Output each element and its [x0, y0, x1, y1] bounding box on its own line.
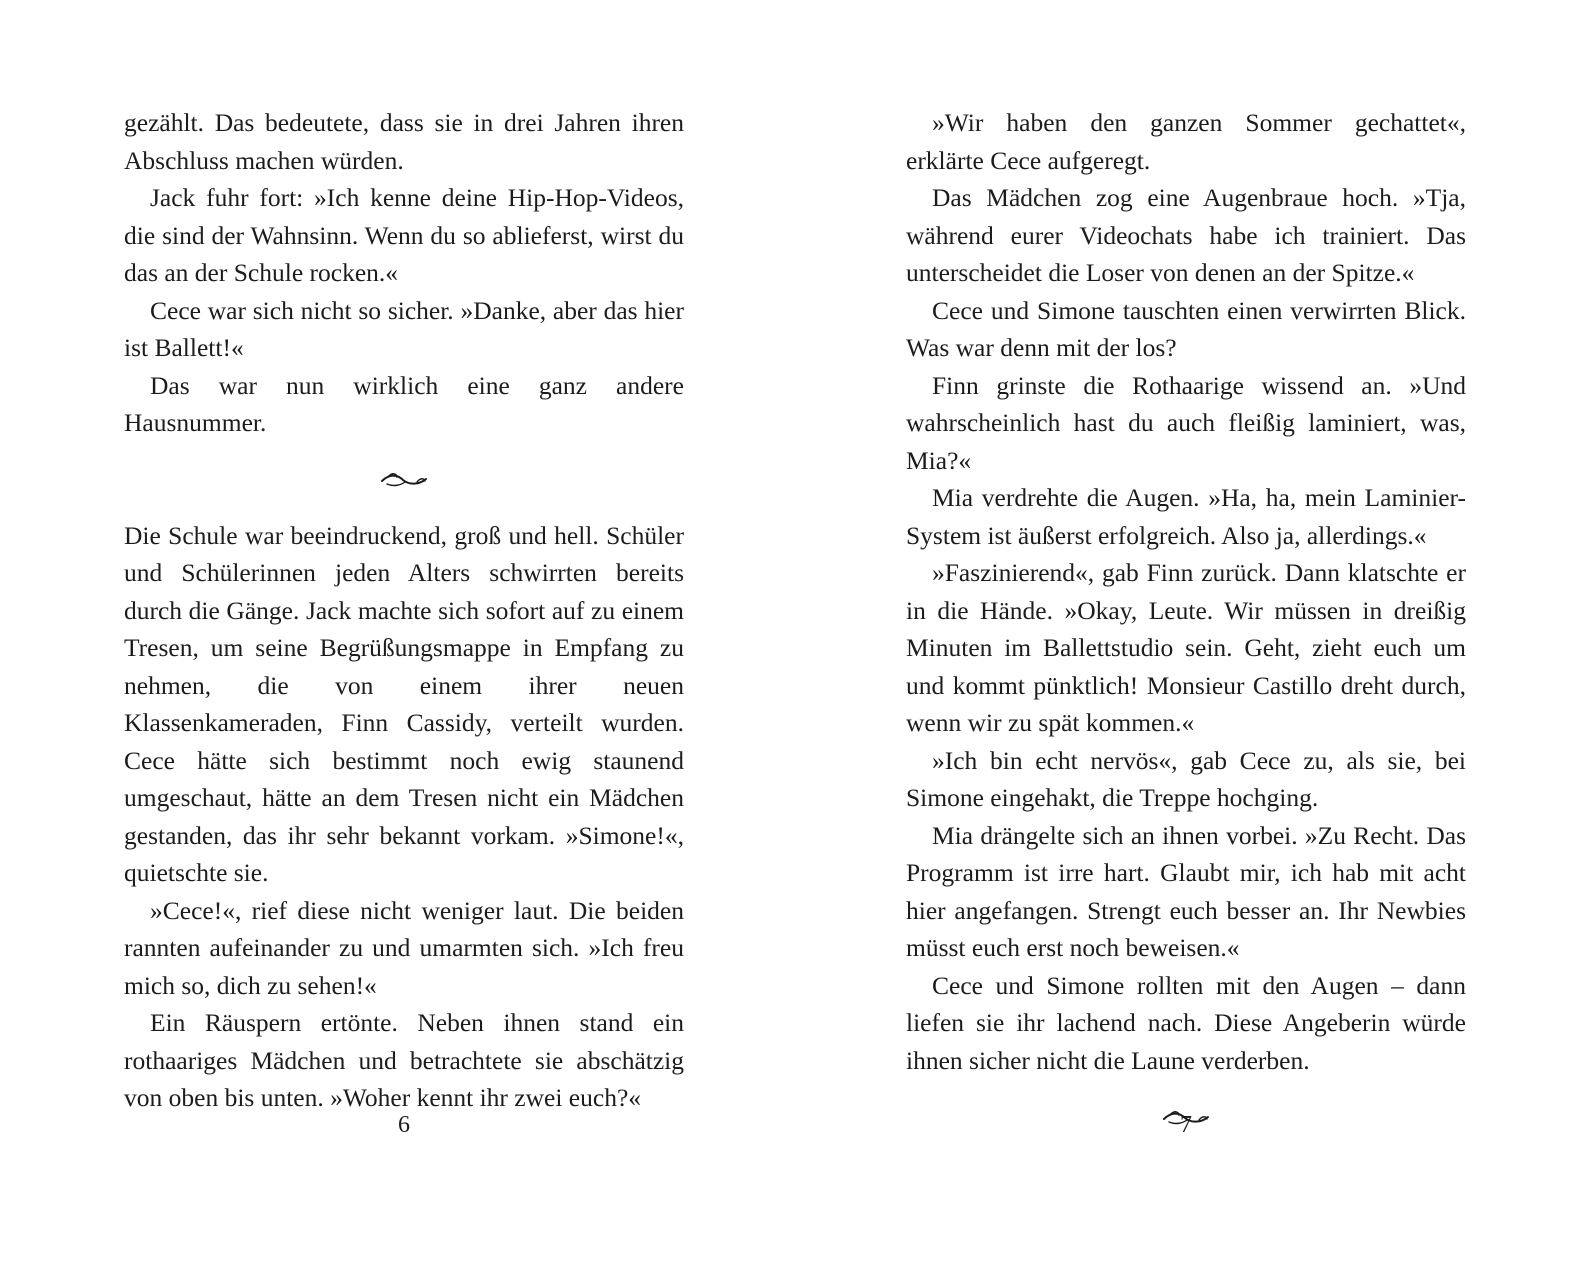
- paragraph: Die Schule war beeindruckend, groß und hell. Schüler und Schülerinnen jeden Alters schwirrten bereits durch die Gänge. Jack machte sich sofort auf zu einem Tresen, um seine Begrüßungsmappe in Empfang zu nehmen, die von einem ihrer neuen Klassenkameraden, Finn Cassidy, verteilt wurden. Cece hätte sich bestimmt noch ewig staunend umgeschaut, hätte an dem Tresen nicht ein Mädchen gestanden, das ihr sehr bekannt vorkam. »Simone!«, quietschte sie.: [124, 520, 684, 887]
- right-page: [906, 0, 1466, 1270]
- paragraph: Cece und Simone tauschten einen verwirrten Blick. Was war denn mit der los?: [906, 295, 1466, 362]
- paragraph: Das war nun wirklich eine ganz andere Hausnummer.: [124, 370, 684, 437]
- flourish-ornament-icon: [379, 469, 429, 489]
- page-number: 7: [1180, 1112, 1192, 1138]
- paragraph: Jack fuhr fort: »Ich kenne deine Hip-Hop-Videos, die sind der Wahnsinn. Wenn du so ablieferst, wirst du das an der Schule rocken.«: [124, 183, 684, 287]
- paragraph: Cece war sich nicht so sicher. »Danke, aber das hier ist Ballett!«: [124, 295, 684, 362]
- paragraph: Mia drängelte sich an ihnen vorbei. »Zu Recht. Das Programm ist irre hart. Glaubt mir, ich hab mit acht hier angefangen. Strengt euch besser an. Ihr Newbies müsst euch erst noch beweisen.«: [906, 820, 1466, 962]
- page-number: 6: [398, 1112, 410, 1138]
- paragraph: »Ich bin echt nervös«, gab Cece zu, als sie, bei Simone eingehakt, die Treppe hochging.: [906, 745, 1466, 812]
- left-page-text: [124, 104, 684, 1117]
- right-page-text: [906, 104, 1466, 1154]
- paragraph: Mia verdrehte die Augen. »Ha, ha, mein Laminier-System ist äußerst erfolgreich. Also ja, allerdings.«: [906, 483, 1466, 550]
- paragraph: Cece und Simone rollten mit den Augen – dann liefen sie ihr lachend nach. Diese Angeberin würde ihnen sicher nicht die Laune verderben.: [906, 970, 1466, 1075]
- section-break: [124, 442, 684, 517]
- paragraph: gezählt. Das bedeutete, dass sie in drei Jahren ihren Abschluss machen würden.: [124, 108, 684, 175]
- paragraph: Das Mädchen zog eine Augenbraue hoch. »Tja, während eurer Videochats habe ich trainiert. Das unterscheidet die Loser von denen an der Spitze.«: [906, 183, 1466, 287]
- paragraph: »Wir haben den ganzen Sommer gechattet«, erklärte Cece aufgeregt.: [906, 108, 1466, 175]
- paragraph: Finn grinste die Rothaarige wissend an. »Und wahrscheinlich hast du auch fleißig laminiert, was, Mia?«: [906, 370, 1466, 475]
- paragraph: »Faszinierend«, gab Finn zurück. Dann klatschte er in die Hände. »Okay, Leute. Wir müssen in dreißig Minuten im Ballettstudio sein. Geht, zieht euch um und kommt pünktlich! Monsieur Castillo dreht durch, wenn wir zu spät kommen.«: [906, 558, 1466, 737]
- left-page: [124, 0, 684, 1270]
- paragraph: »Cece!«, rief diese nicht weniger laut. Die beiden rannten aufeinander zu und umarmten sich. »Ich freu mich so, dich zu sehen!«: [124, 895, 684, 1000]
- paragraph: Ein Räuspern ertönte. Neben ihnen stand ein rothaariges Mädchen und betrachtete sie abschätzig von oben bis unten. »Woher kennt ihr zwei euch?«: [124, 1008, 684, 1112]
